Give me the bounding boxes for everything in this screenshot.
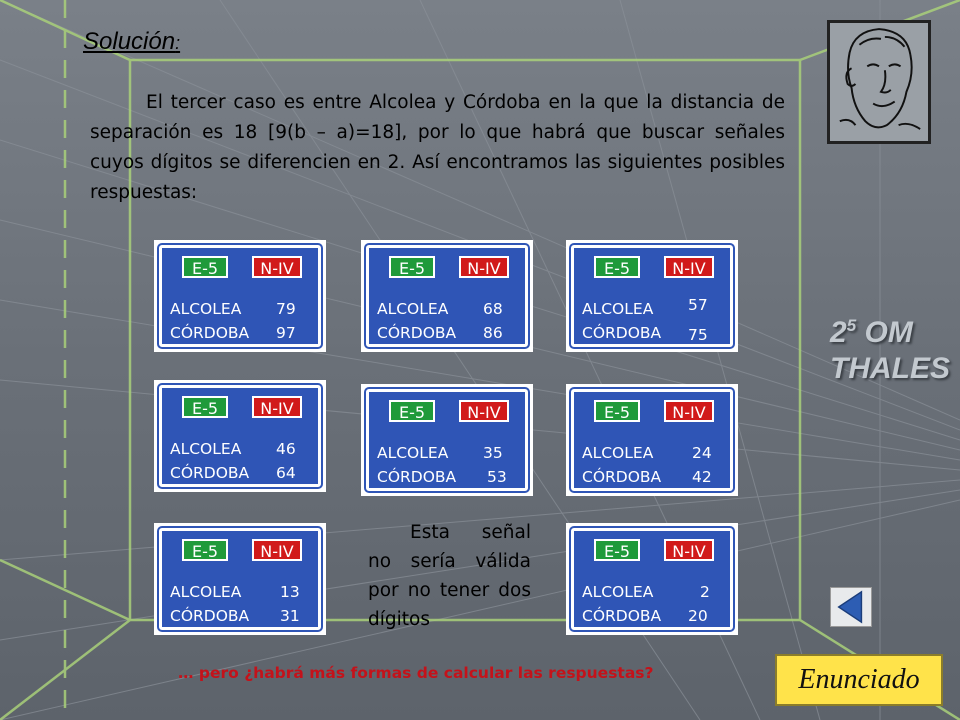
distance-alcolea: 13 <box>280 583 300 601</box>
badge-om: OM <box>864 316 913 349</box>
road-sign <box>361 240 533 352</box>
route-e5-label: E-5 <box>594 256 640 278</box>
route-e5-label: E-5 <box>182 539 228 561</box>
destination-cordoba: CÓRDOBA <box>582 468 662 486</box>
road-sign <box>154 380 326 492</box>
badge-base: 2 <box>830 316 847 349</box>
destination-alcolea: ALCOLEA <box>170 583 242 601</box>
back-arrow-icon <box>831 588 871 626</box>
route-niv-label: N-IV <box>664 539 714 561</box>
destination-alcolea: ALCOLEA <box>170 440 242 458</box>
road-sign <box>566 384 738 496</box>
route-niv-label: N-IV <box>664 400 714 422</box>
road-sign <box>361 384 533 496</box>
road-sign <box>566 240 738 352</box>
distance-cordoba: 20 <box>688 607 708 625</box>
badge-exponent: 5 <box>846 316 857 335</box>
distance-alcolea: 35 <box>483 444 503 462</box>
distance-alcolea: 68 <box>483 300 503 318</box>
route-e5-label: E-5 <box>389 400 435 422</box>
route-e5-label: E-5 <box>182 396 228 418</box>
distance-cordoba: 42 <box>692 468 712 486</box>
road-sign <box>154 240 326 352</box>
distance-alcolea: 79 <box>276 300 296 318</box>
route-niv-label: N-IV <box>664 256 714 278</box>
destination-cordoba: CÓRDOBA <box>377 324 457 342</box>
route-niv-label: N-IV <box>459 256 509 278</box>
destination-alcolea: ALCOLEA <box>170 300 242 318</box>
explanation-paragraph: El tercer caso es entre Alcolea y Córdoba en la que la distancia de separación es 18 [9(b – a)=18], por lo que habrá que buscar señales cuyos dígitos se diferencien en 2. Así encontramos las siguientes posibles respuestas: <box>90 92 785 203</box>
badge-name: THALES <box>830 352 950 385</box>
destination-alcolea: ALCOLEA <box>582 300 654 318</box>
enunciado-button[interactable]: Enunciado <box>775 654 943 706</box>
road-sign <box>566 523 738 635</box>
distance-cordoba: 75 <box>688 326 708 344</box>
route-e5-label: E-5 <box>389 256 435 278</box>
destination-cordoba: CÓRDOBA <box>170 324 250 342</box>
route-e5-label: E-5 <box>594 539 640 561</box>
destination-alcolea: ALCOLEA <box>377 444 449 462</box>
thales-om-badge <box>830 308 960 387</box>
destination-alcolea: ALCOLEA <box>377 300 449 318</box>
distance-alcolea: 24 <box>692 444 712 462</box>
destination-cordoba: CÓRDOBA <box>377 468 457 486</box>
route-niv-label: N-IV <box>252 396 302 418</box>
thales-portrait-icon <box>827 20 931 144</box>
destination-cordoba: CÓRDOBA <box>582 324 662 342</box>
distance-alcolea: 2 <box>700 583 710 601</box>
closing-question: … pero ¿habrá más formas de calcular las respuestas? <box>178 664 654 682</box>
solution-heading <box>83 28 180 56</box>
distance-cordoba: 53 <box>487 468 507 486</box>
road-sign <box>154 523 326 635</box>
distance-cordoba: 86 <box>483 324 503 342</box>
destination-alcolea: ALCOLEA <box>582 583 654 601</box>
distance-alcolea: 46 <box>276 440 296 458</box>
destination-cordoba: CÓRDOBA <box>582 607 662 625</box>
route-niv-label: N-IV <box>252 539 302 561</box>
solution-heading-colon: : <box>175 33 181 53</box>
distance-cordoba: 31 <box>280 607 300 625</box>
destination-cordoba: CÓRDOBA <box>170 607 250 625</box>
route-e5-label: E-5 <box>594 400 640 422</box>
route-e5-label: E-5 <box>182 256 228 278</box>
route-niv-label: N-IV <box>459 400 509 422</box>
distance-alcolea: 57 <box>688 296 708 314</box>
distance-cordoba: 97 <box>276 324 296 342</box>
destination-alcolea: ALCOLEA <box>582 444 654 462</box>
route-niv-label: N-IV <box>252 256 302 278</box>
destination-cordoba: CÓRDOBA <box>170 464 250 482</box>
invalid-sign-note: Esta señal no sería válida por no tener dos dígitos <box>368 522 531 630</box>
solution-heading-word: Solución <box>83 28 176 55</box>
distance-cordoba: 64 <box>276 464 296 482</box>
back-button[interactable] <box>830 587 872 627</box>
